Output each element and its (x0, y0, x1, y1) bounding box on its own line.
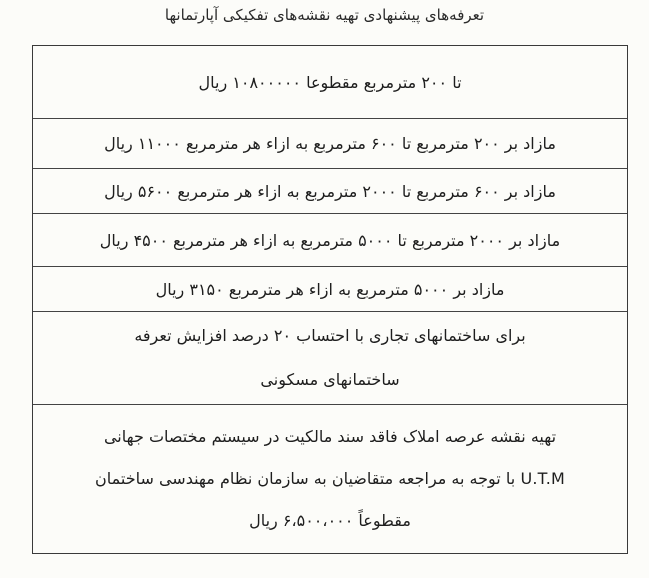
utm-note-line-3: مقطوعاً ۶،۵۰۰،۰۰۰ ریال (249, 511, 411, 530)
tariff-table (32, 45, 628, 554)
utm-note-line-1: تهیه نقشه عرصه املاک فاقد سند مالکیت در سیستم مختصات جهانی (103, 427, 557, 446)
tariff-row-text: تا ۲۰۰ مترمربع مقطوعا ۱۰۸۰۰۰۰۰ ریال (198, 72, 462, 92)
tariff-row-up-to-200 (33, 46, 627, 119)
utm-mapping-note (33, 405, 627, 553)
tariff-row-text: مازاد بر ۲۰۰۰ مترمربع تا ۵۰۰۰ مترمربع به ازاء هر مترمربع ۴۵۰۰ ریال (99, 230, 561, 250)
tariff-row-text: مازاد بر ۶۰۰ مترمربع تا ۲۰۰۰ مترمربع به ازاء هر مترمربع ۵۶۰۰ ریال (104, 181, 556, 201)
utm-note-line-2: U.T.M با توجه به مراجعه متقاضیان به سازمان نظام مهندسی ساختمان (95, 469, 565, 488)
tariff-row-600-2000 (33, 169, 627, 214)
commercial-note-line-1: برای ساختمانهای تجاری با احتساب ۲۰ درصد افزایش تعرفه (134, 326, 526, 345)
document-title: تعرفه‌های پیشنهادی تهیه نقشه‌های تفکیکی آپارتمانها (164, 6, 485, 24)
commercial-buildings-note (33, 312, 627, 405)
tariff-row-text: مازاد بر ۵۰۰۰ مترمربع به ازاء هر مترمربع ۳۱۵۰ ریال (155, 279, 505, 299)
commercial-note-line-2: ساختمانهای مسکونی (260, 370, 400, 389)
tariff-row-2000-5000 (33, 214, 627, 267)
tariff-row-200-600 (33, 119, 627, 169)
tariff-row-over-5000 (33, 267, 627, 312)
tariff-row-text: مازاد بر ۲۰۰ مترمربع تا ۶۰۰ مترمربع به ازاء هر مترمربع ۱۱۰۰۰ ریال (104, 134, 556, 153)
